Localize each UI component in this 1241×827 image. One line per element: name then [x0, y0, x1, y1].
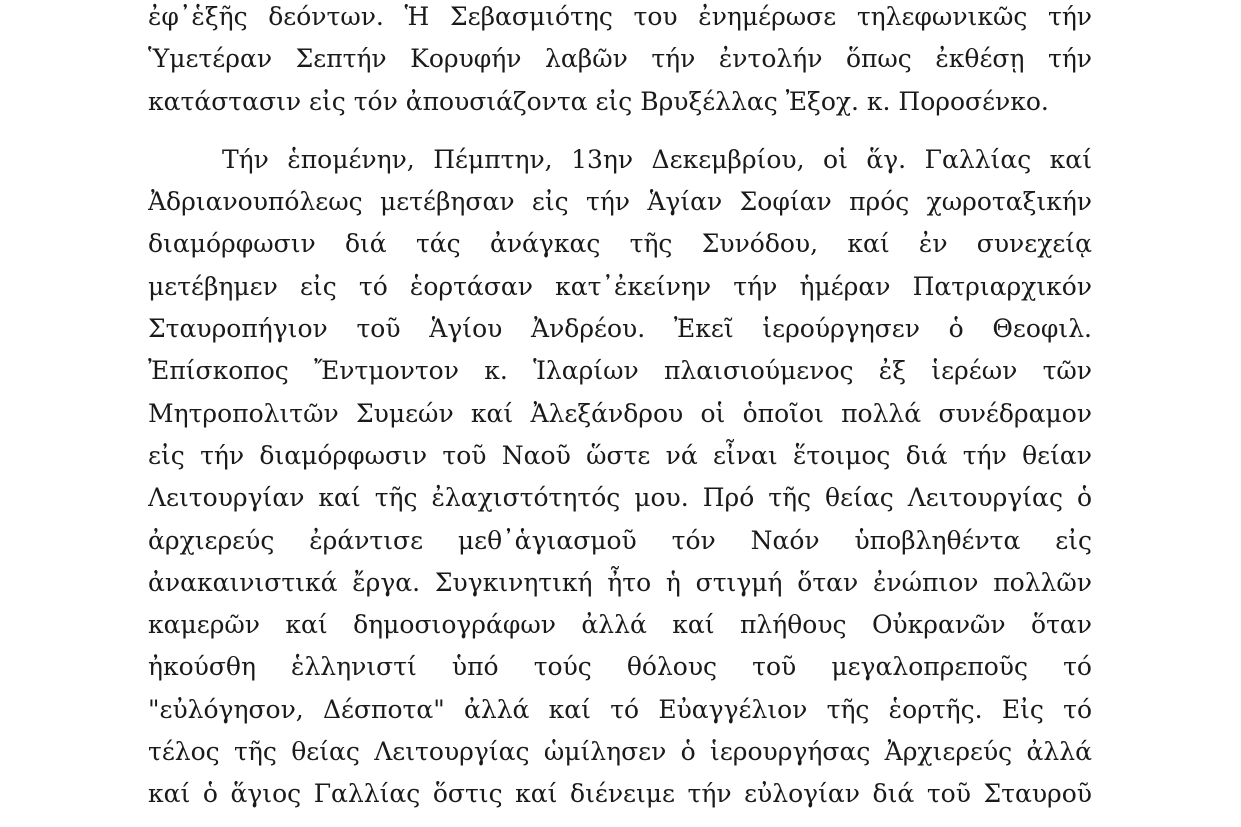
text-line: ἀρχιερεύς ἐράντισε μεθ᾽ἁγιασμοῦ τόν Ναόν ὑποβληθέντα εἰς [148, 525, 1092, 555]
text-line: Ὑμετέραν Σεπτήν Κορυφήν λαβῶν τήν ἐντολήν ὅπως ἐκθέσῃ τήν [148, 44, 1092, 74]
paragraph-1 [148, 0, 1092, 123]
text-line: καμερῶν καί δημοσιογράφων ἀλλά καί πλήθους Οὐκρανῶν ὅταν [148, 610, 1092, 640]
text-line: Ἐπίσκοπος Ἔντμοντον κ. Ἱλαρίων πλαισιούμενος ἐξ ἱερέων τῶν [148, 356, 1092, 386]
paragraph-spacing [148, 123, 1092, 139]
text-line: Σταυροπήγιον τοῦ Ἁγίου Ἀνδρέου. Ἐκεῖ ἱερούργησεν ὁ Θεοφιλ. [148, 314, 1092, 344]
text-line: "εὐλόγησον, Δέσποτα" ἀλλά καί τό Εὐαγγέλιον τῆς ἑορτῆς. Εἰς τό [148, 694, 1092, 724]
text-line: κατάστασιν εἰς τόν ἀπουσιάζοντα εἰς Βρυξέλλας Ἐξοχ. κ. Ποροσένκο. [148, 86, 1049, 116]
text-line: διαμόρφωσιν διά τάς ἀνάγκας τῆς Συνόδου, καί ἐν συνεχείᾳ [148, 229, 1092, 259]
text-line: καί ὁ ἅγιος Γαλλίας ὅστις καί διένειμε τήν εὐλογίαν διά τοῦ Σταυροῦ [148, 779, 1092, 809]
text-line: ἐφ᾽ἑξῆς δεόντων. Ἡ Σεβασμιότης του ἐνημέρωσε τηλεφωνικῶς τήν [148, 2, 1092, 31]
document-page [148, 0, 1092, 816]
paragraph-2 [148, 139, 1092, 816]
text-line: Τήν ἑπομένην, Πέμπτην, 13ην Δεκεμβρίου, οἱ ἅγ. Γαλλίας καί [222, 144, 1092, 174]
text-line: εἰς τήν διαμόρφωσιν τοῦ Ναοῦ ὥστε νά εἶναι ἕτοιμος διά τήν θείαν [148, 440, 1092, 470]
text-line: Μητροπολιτῶν Συμεών καί Ἀλεξάνδρου οἱ ὁποῖοι πολλά συνέδραμον [148, 398, 1092, 428]
text-line: ἀνακαινιστικά ἔργα. Συγκινητική ἦτο ἡ στιγμή ὅταν ἐνώπιον πολλῶν [148, 567, 1092, 597]
text-line: Λειτουργίαν καί τῆς ἐλαχιστότητός μου. Πρό τῆς θείας Λειτουργίας ὁ [148, 483, 1092, 513]
text-line: ἠκούσθη ἑλληνιστί ὑπό τούς θόλους τοῦ μεγαλοπρεποῦς τό [148, 652, 1092, 682]
text-line: τέλος τῆς θείας Λειτουργίας ὡμίλησεν ὁ ἱερουργήσας Ἀρχιερεύς ἀλλά [148, 737, 1092, 767]
text-line: Ἀδριανουπόλεως μετέβησαν εἰς τήν Ἁγίαν Σοφίαν πρός χωροταξικήν [148, 187, 1092, 217]
text-line: μετέβημεν εἰς τό ἑορτάσαν κατ᾽ἐκείνην τήν ἡμέραν Πατριαρχικόν [148, 271, 1092, 301]
